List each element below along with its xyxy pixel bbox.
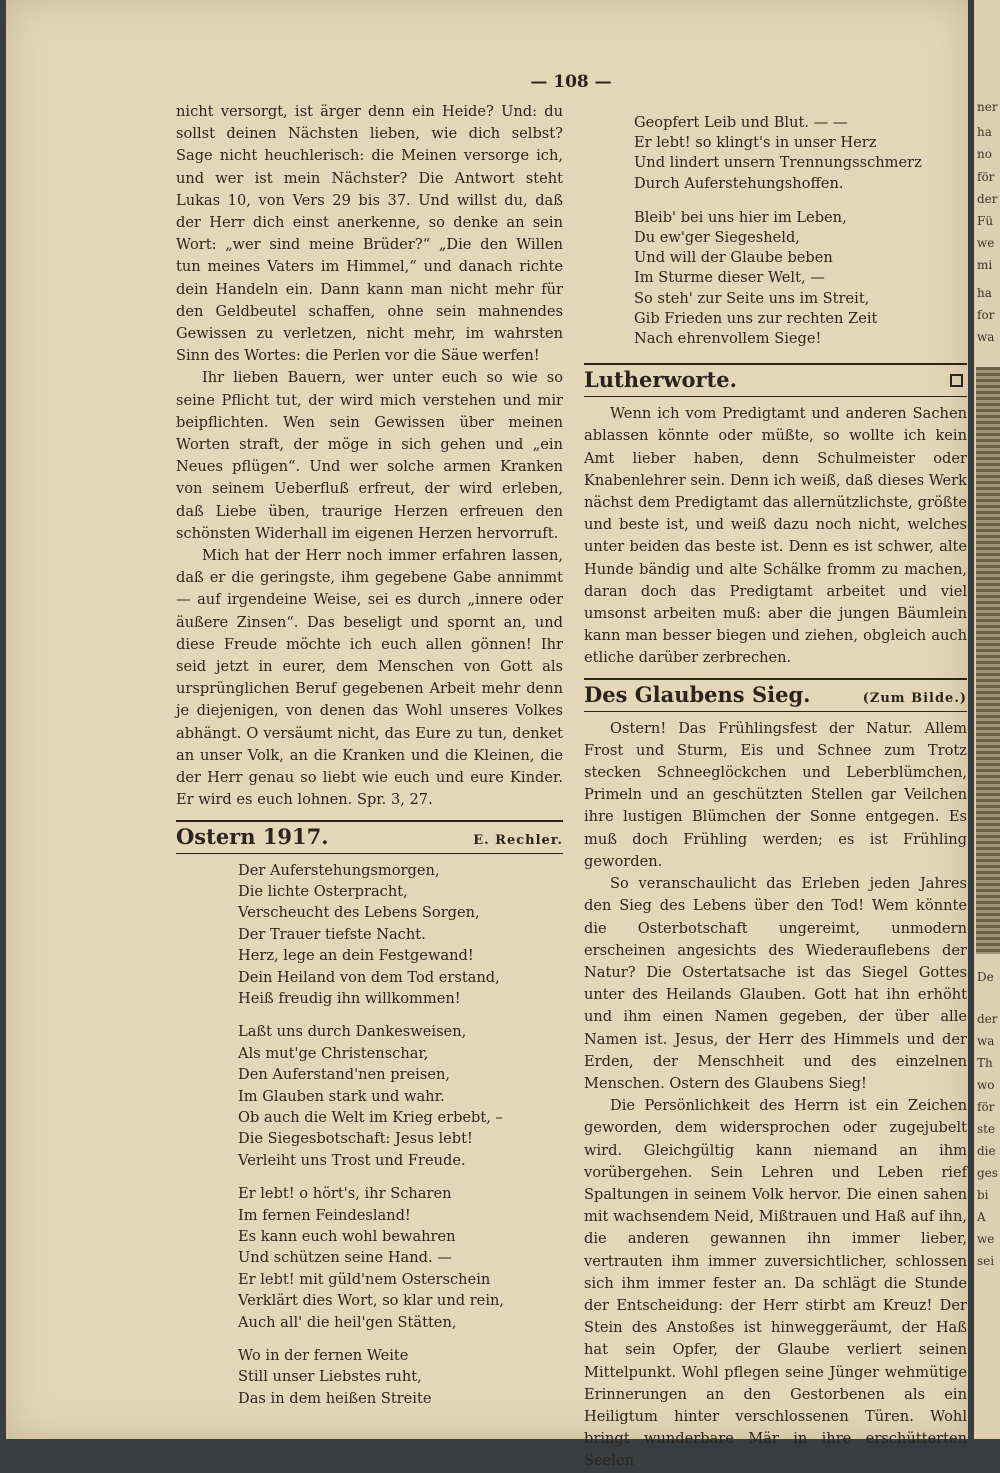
square-ornament-icon bbox=[950, 374, 963, 387]
poem-line: Er lebt! o hört's, ihr Scharen bbox=[238, 1185, 452, 1203]
poem-line: Nach ehrenvollem Siege! bbox=[634, 330, 822, 348]
poem-line: Du ew'ger Siegesheld, bbox=[634, 229, 800, 247]
poem-line: Herz, lege an dein Festgewand! bbox=[238, 947, 474, 965]
poem-line: Das in dem heißen Streite bbox=[238, 1389, 432, 1407]
section-heading-lutherworte bbox=[584, 367, 967, 397]
poem-line: Die lichte Osterpracht, bbox=[238, 882, 408, 900]
poem-line: Wo in der fernen Weite bbox=[238, 1347, 409, 1365]
poem-heading bbox=[176, 824, 563, 854]
next-page-fragment: ste bbox=[977, 1122, 996, 1136]
next-page-fragment: De bbox=[977, 970, 994, 984]
paragraph: nicht versorgt, ist ärger denn ein Heide? Und: du sollst deinen Nächsten lieben, wie dich selbst? Sage nicht heuchlerisch: die Meinen versorge ich, und wer ist mein Nächster? Die Antwort steht Lukas 10, von Vers 29 bis 37. Und willst du, daß der Herr dich einst anerkenne, so denke an sein Wort: „wer sind meine Brüder?“ „Die den Willen tun meines Vaters im Himmel,“ und danach richte dein Handeln ein. Dann kann man nicht mehr für den Geldbeutel schaffen, ohne sein mahnendes Gewissen zu verletzen, nicht mehr, im wahrsten Sinn des Wortes: die Perlen vor die Säue werfen! bbox=[176, 103, 563, 365]
poem-line: Er lebt! so klingt's in unser Herz bbox=[634, 134, 877, 152]
next-page-fragment: we bbox=[977, 1232, 995, 1246]
paragraph: Wenn ich vom Predigtamt und anderen Sachen ablassen könnte oder müßte, so wollte ich kein Amt lieber haben, denn Schulmeister oder Knabenlehrer sein. Denn ich weiß, daß dieses Werk nächst dem Predigtamt das allernützlichste, größte und beste ist, und weiß dazu noch nicht, welches unter beiden das beste ist. Denn es ist schwer, alte Hunde bändig und alte Schälke fromm zu machen, daran doch das Predigtamt arbeitet und viel umsonst arbeiten muß: aber die jungen Bäumlein kann man besser biegen und ziehen, obgleich auch etliche darüber zerbrechen. bbox=[584, 405, 967, 667]
next-page-fragment: der bbox=[977, 192, 998, 206]
section-title: Lutherworte. bbox=[584, 367, 737, 393]
poem-line: Ob auch die Welt im Krieg erbebt, – bbox=[238, 1108, 503, 1126]
poem-line: Den Auferstand'nen preisen, bbox=[238, 1066, 450, 1084]
poem-line: Durch Auferstehungshoffen. bbox=[634, 174, 844, 192]
poem bbox=[238, 860, 563, 1410]
poem-line: Der Trauer tiefste Nacht. bbox=[238, 925, 426, 943]
next-page-fragment: bi bbox=[977, 1188, 989, 1202]
engraving-image-fragment bbox=[976, 367, 1000, 954]
poem-line: So steh' zur Seite uns im Streit, bbox=[634, 289, 870, 307]
next-page-fragment: A bbox=[977, 1210, 986, 1224]
page-sheet bbox=[6, 0, 968, 1470]
paragraph: Die Persönlichkeit des Herrn ist ein Zeichen geworden, dem widersprochen oder zugejubelt wird. Gleichgültig kann niemand an ihm vorübergehen. Sein Lehren und Leben rief Spaltungen in seinem Volk hervor. Die einen sahen mit wachsendem Neid, Mißtrauen und Haß auf ihn, die anderen gewannen ihn immer lieber, vertrauten ihm immer zuversichtlicher, schlossen sich ihm immer fester an. Da schlägt die Stunde der Entscheidung: der Herr stirbt am Kreuz! Der Stein des Anstoßes ist hinweggeräumt, der Haß hat sein Opfer, der Glaube verliert seinen Mittelpunkt. Wohl pflegen seine Jünger wehmütige Erinnerungen an den Gestorbenen als ein Heiligtum hinter verschlossenen Türen. Wohl bringt wunderbare Mär in ihre erschütterten Seelen bbox=[584, 1097, 967, 1470]
next-page-fragment: ner bbox=[977, 100, 998, 114]
next-page-fragment: wo bbox=[977, 1078, 995, 1092]
next-page-fragment: for bbox=[977, 308, 995, 322]
poem-line: Im Sturme dieser Welt, — bbox=[634, 269, 825, 287]
poem-continuation bbox=[634, 113, 967, 349]
section-heading-glaubens-sieg bbox=[584, 682, 967, 712]
next-page-fragment: Fü bbox=[977, 214, 994, 228]
next-page-fragment: die bbox=[977, 1144, 996, 1158]
poem-line: Er lebt! mit güld'nem Osterschein bbox=[238, 1270, 491, 1288]
next-page-fragment: sei bbox=[977, 1254, 995, 1268]
next-page-fragment: Th bbox=[977, 1056, 993, 1070]
stanza bbox=[238, 860, 563, 1010]
stanza bbox=[634, 208, 967, 349]
poem-line: Verleiht uns Trost und Freude. bbox=[238, 1151, 466, 1169]
poem-line: Heiß freudig ihn willkommen! bbox=[238, 989, 461, 1007]
poem-title: Ostern 1917. bbox=[176, 823, 329, 849]
stanza bbox=[238, 1345, 563, 1409]
right-column bbox=[584, 113, 967, 1473]
poem-line: Verscheucht des Lebens Sorgen, bbox=[238, 904, 480, 922]
paragraph: Mich hat der Herr noch immer erfahren lassen, daß er die geringste, ihm gegebene Gabe annimmt — auf irgendeine Weise, sei es durch „innere oder äußere Zinsen“. Das beseligt und spornt an, und diese Freude möchte ich euch allen gönnen! Ihr seid jetzt in eurer, dem Menschen von Gott als ursprünglichen Beruf gegebenen Arbeit mehr denn je diejenigen, von denen das Wohl unseres Volkes abhängt. O versäumt nicht, das Eure zu tun, denket an unser Volk, an die Kranken und die Kleinen, die der Herr genau so liebt wie euch und eure Kinder. Er wird es euch lohnen. Spr. 3, 27. bbox=[176, 547, 563, 809]
next-page-fragment: för bbox=[977, 170, 995, 184]
paragraph: Ostern! Das Frühlingsfest der Natur. Allem Frost und Sturm, Eis und Schnee zum Trotz stecken Schneeglöckchen und Leberblümchen, Primeln und an geschützten Stellen gar Veilchen ihre lustigen Blümchen der Sonne entgegen. Es muß doch Frühling werden; es ist Frühling geworden. bbox=[584, 719, 967, 870]
poem-line: Geopfert Leib und Blut. — — bbox=[634, 114, 848, 131]
page-number: — 108 — bbox=[530, 72, 612, 92]
poem-line: Der Auferstehungsmorgen, bbox=[238, 861, 440, 879]
paragraph: Ihr lieben Bauern, wer unter euch so wie so seine Pflicht tut, der wird mich verstehen und mir beipflichten. Wen sein Gewissen über meinen Worten straft, der möge in sich gehen und „ein Neues pflügen“. Und wer solche armen Kranken von seinem Ueberfluß erfreut, der wird erleben, daß Liebe üben, traurige Herzen erfreuen den schönsten Widerhall im eigenen Herzen hervorruft. bbox=[176, 369, 563, 542]
next-page-fragment: wa bbox=[977, 330, 995, 344]
section-note: (Zum Bilde.) bbox=[862, 690, 967, 706]
poem-line: Dein Heiland von dem Tod erstand, bbox=[238, 968, 500, 986]
poem-line: Laßt uns durch Dankesweisen, bbox=[238, 1023, 467, 1041]
poem-line: Und will der Glaube beben bbox=[634, 249, 833, 267]
next-page-fragment: ha bbox=[977, 286, 992, 300]
poem-line: Die Siegesbotschaft: Jesus lebt! bbox=[238, 1130, 473, 1148]
next-page-edge bbox=[974, 0, 1000, 1439]
poem-line: Bleib' bei uns hier im Leben, bbox=[634, 208, 847, 226]
paragraph: So veranschaulicht das Erleben jeden Jahres den Sieg des Lebens über den Tod! Wem könnte die Osterbotschaft ungereimt, unmodern erscheinen angesichts des Wiederauflebens der Natur? Die Ostertatsache ist das Siegel Gottes unter des Heilands Glauben. Gott hat ihn erhöht und ihm einen Namen gegeben, der über alle Namen ist. Jesus, der Herr des Himmels und der Erden, der Menschheit und des einzelnen Menschen. Ostern des Glaubens Sieg! bbox=[584, 875, 967, 1092]
next-page-fragment: mi bbox=[977, 258, 993, 272]
next-page-fragment: för bbox=[977, 1100, 995, 1114]
next-page-fragment: der bbox=[977, 1012, 998, 1026]
poem-line: Auch all' die heil'gen Stätten, bbox=[238, 1313, 457, 1331]
next-page-fragment: ha bbox=[977, 125, 992, 139]
poem-line: Still unser Liebstes ruht, bbox=[238, 1368, 422, 1386]
poem-line: Als mut'ge Christenschar, bbox=[238, 1044, 429, 1062]
next-page-fragment: wa bbox=[977, 1034, 995, 1048]
left-column bbox=[176, 101, 563, 1421]
poem-line: Verklärt dies Wort, so klar und rein, bbox=[238, 1292, 505, 1310]
poem-line: Es kann euch wohl bewahren bbox=[238, 1228, 456, 1245]
next-page-fragment: no bbox=[977, 147, 992, 161]
next-page-fragment: ges bbox=[977, 1166, 998, 1180]
poem-line: Im fernen Feindesland! bbox=[238, 1206, 411, 1224]
poem-line: Und schützen seine Hand. — bbox=[238, 1249, 452, 1267]
stanza bbox=[634, 113, 967, 194]
poem-line: Gib Frieden uns zur rechten Zeit bbox=[634, 309, 878, 327]
poem-line: Im Glauben stark und wahr. bbox=[238, 1087, 445, 1105]
stanza bbox=[238, 1021, 563, 1171]
section-title: Des Glaubens Sieg. bbox=[584, 681, 811, 707]
poem-line: Und lindert unsern Trennungsschmerz bbox=[634, 154, 922, 172]
stanza bbox=[238, 1183, 563, 1333]
next-page-fragment: we bbox=[977, 236, 995, 250]
poem-author: E. Rechler. bbox=[473, 832, 563, 848]
